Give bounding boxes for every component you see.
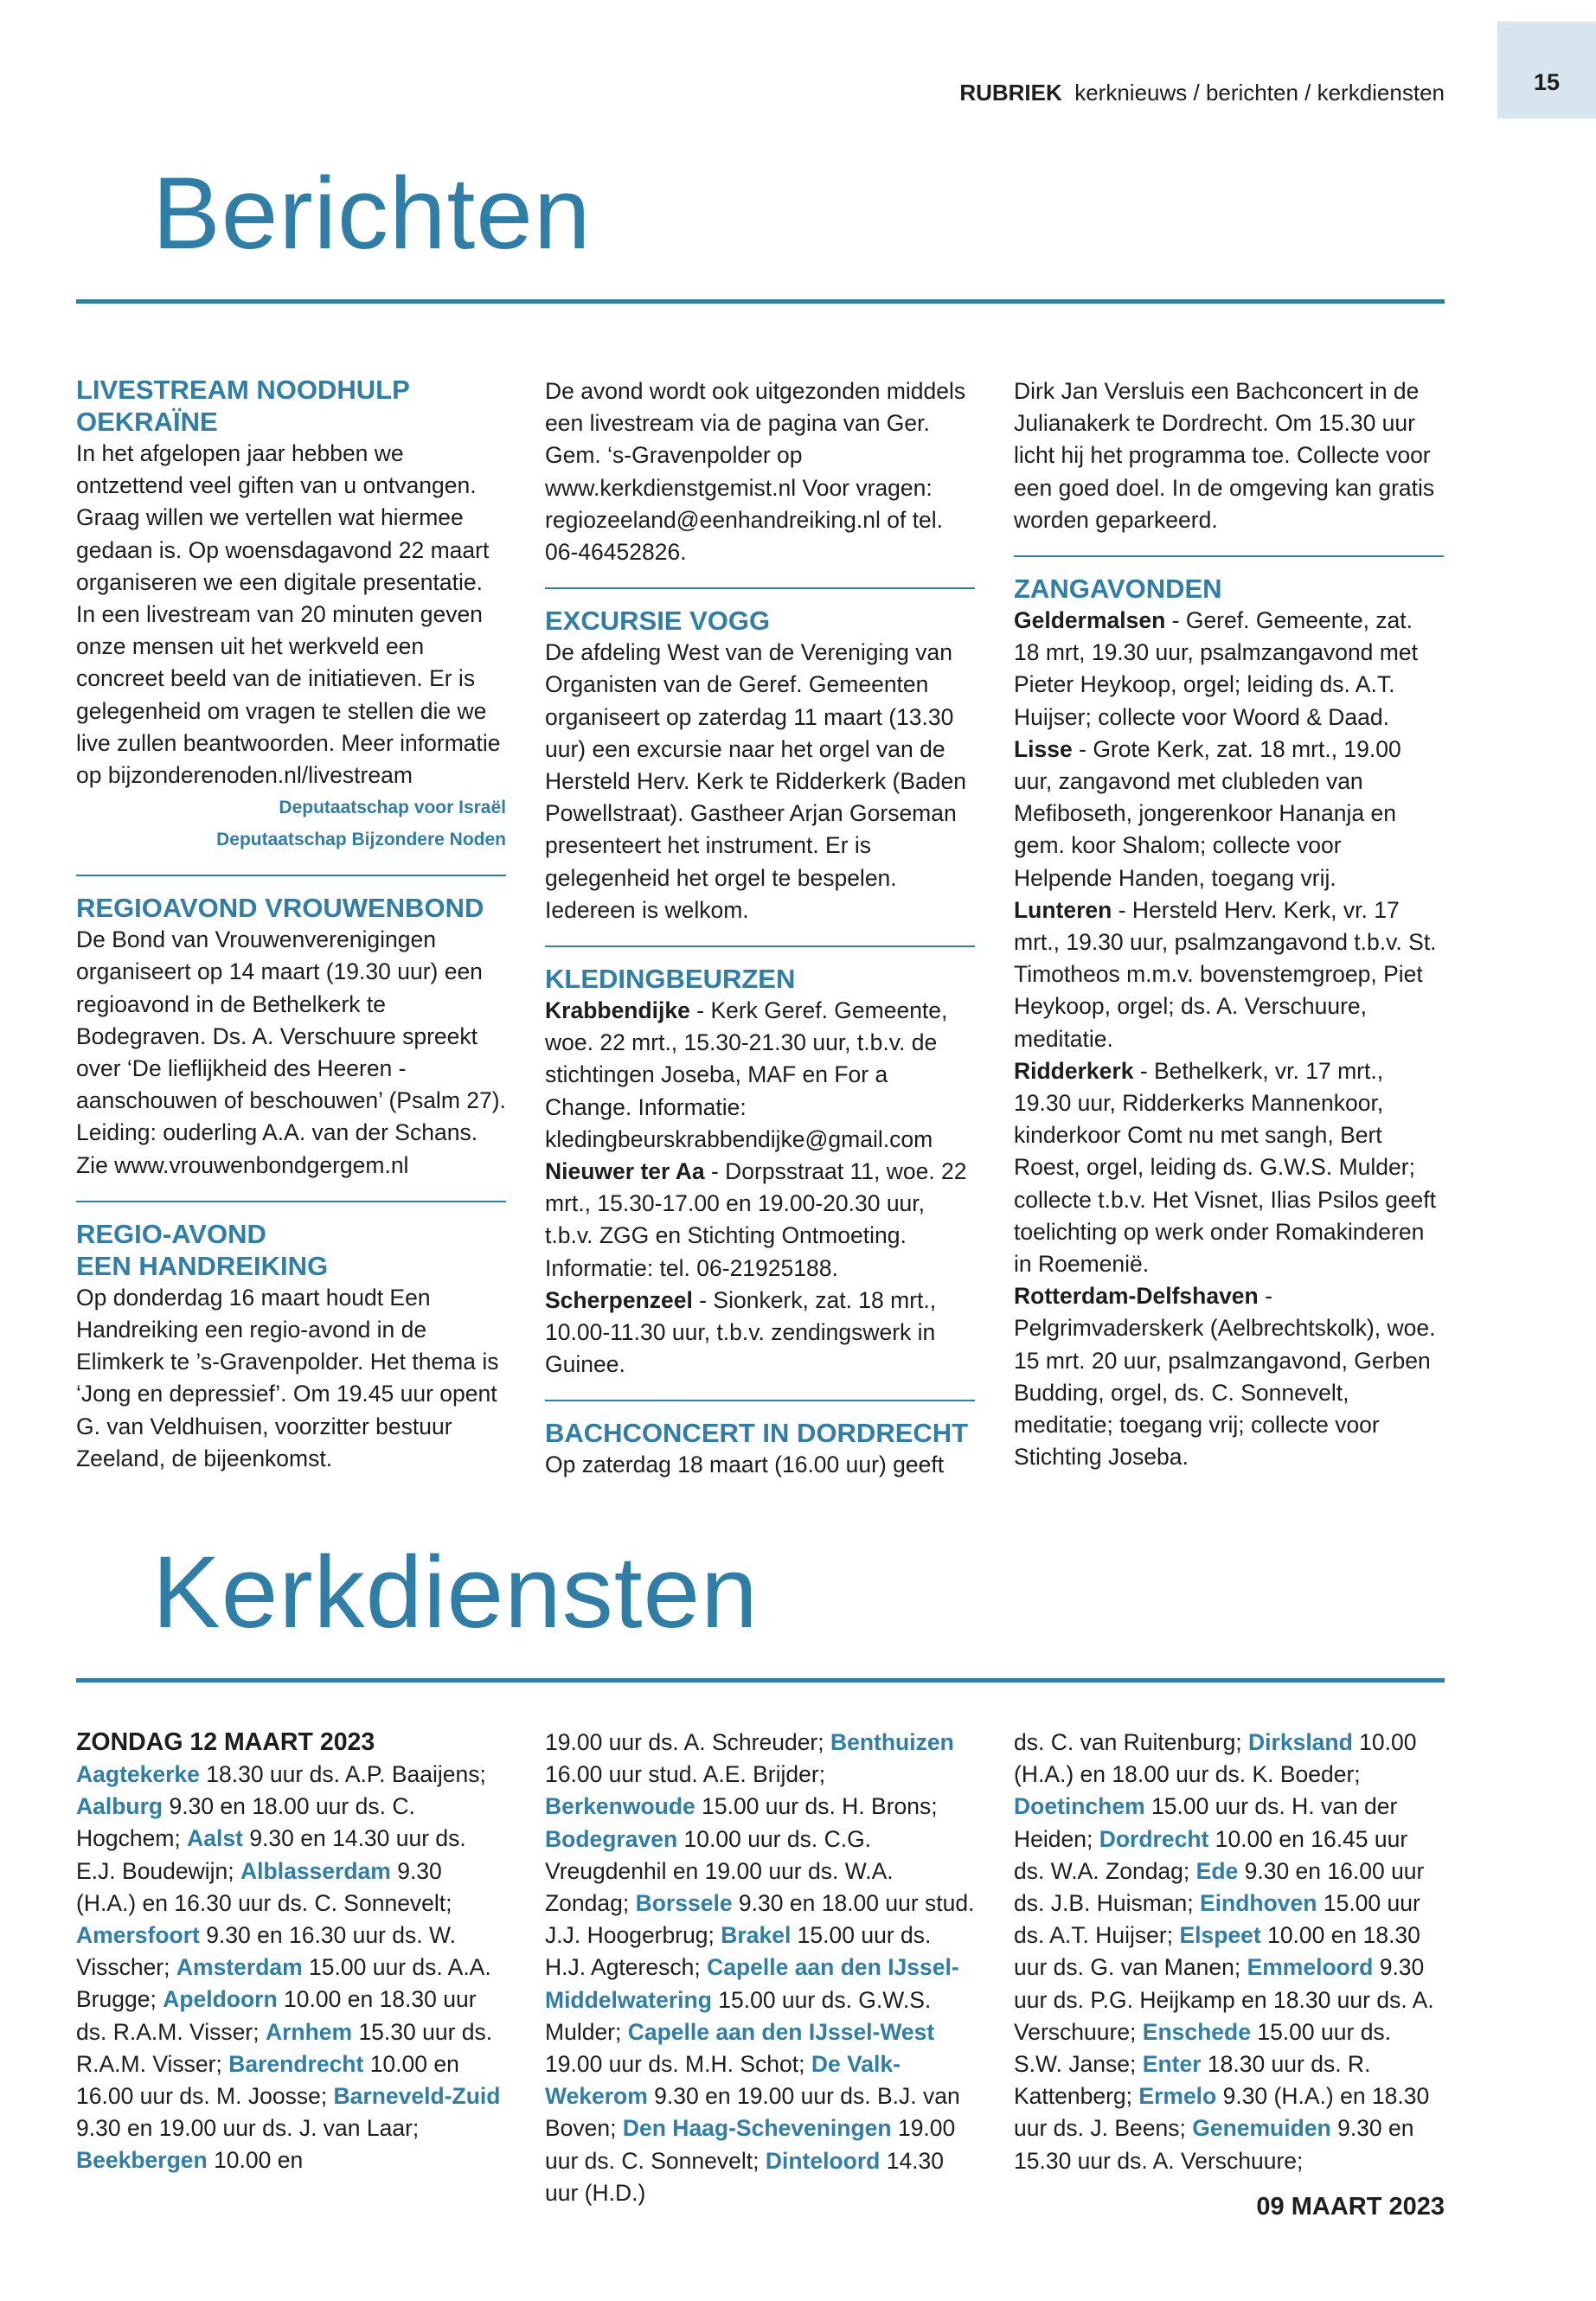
regio-avond-heading: REGIO-AVOND EEN HANDREIKING <box>76 1218 329 1281</box>
kerkdiensten-title: Kerkdiensten <box>152 1535 759 1650</box>
kerkdiensten-list: 19.00 uur ds. A. Schreuder; Benthuizen 16.00 uur stud. A.E. Brijder; Berkenwoude 15.00 uur ds. H. Brons; Bodegraven 10.00 uur ds. C.G. Vreugdenhil en 19.00 uur ds. W.A. Zondag; Borssele 9.30 en 18.00 uur stud. J.J. Hoogerbrug; Brakel 15.00 uur ds. H.J. Agteresch; Capelle aan den IJssel-Middelwatering 15.00 uur ds. G.W.S. Mulder; Capelle aan den IJssel-West 19.00 uur ds. M.H. Schot; De Valk-Wekerom 9.30 en 19.00 uur ds. B.J. van Boven; Den Haag-Scheveningen 19.00 uur ds. C. Sonnevelt; Dinteloord 14.30 uur (H.D.) <box>545 1729 975 2206</box>
livestream-heading: LIVESTREAM NOODHULP OEKRAÏNE <box>76 375 410 437</box>
kledingbeurzen-entry: Nieuwer ter Aa - Dorpsstraat 11, woe. 22 mrt., 15.30-17.00 en 19.00-20.30 uur, t.b.v. ZGG en Stichting Ontmoeting. Informatie: tel. 06-21925188. <box>545 1158 967 1281</box>
page-number: 15 <box>1533 69 1561 95</box>
handreiking-continued: De avond wordt ook uitgezonden middels een livestream via de pagina van Ger. Gem. ‘s-Gravenpolder op www.kerkdienstgemist.nl Voor vragen: regiozeeland@eenhandreiking.nl of tel. 06-46452826. <box>545 378 966 566</box>
kerkdiensten-list: ds. C. van Ruitenburg; Dirksland 10.00 (H.A.) en 18.00 uur ds. K. Boeder; Doetinchem 15.00 uur ds. H. van der Heiden; Dordrecht 10.00 en 16.45 uur ds. W.A. Zondag; Ede 9.30 en 16.00 uur ds. J.B. Huisman; Eindhoven 15.00 uur ds. A.T. Huijser; Elspeet 10.00 en 18.30 uur ds. G. van Manen; Emmeloord 9.30 uur ds. P.G. Heijkamp en 18.30 uur ds. A. Verschuure; Enschede 15.00 uur ds. S.W. Janse; Enter 18.30 uur ds. R. Kattenberg; Ermelo 9.30 (H.A.) en 18.30 uur ds. J. Beens; Genemuiden 9.30 en 15.30 uur ds. A. Verschuure; <box>1014 1729 1434 2174</box>
kerkdiensten-column-1 <box>76 1726 506 2177</box>
bachconcert-continued: Dirk Jan Versluis een Bachconcert in de Julianakerk te Dordrecht. Om 15.30 uur licht hij het programma toe. Collecte voor een goed doel. In de omgeving kan gratis worden geparkeerd. <box>1014 378 1435 533</box>
kerkdiensten-column-2 <box>545 1727 975 2209</box>
divider <box>545 1400 975 1401</box>
zangavond-entry: Rotterdam-Delfshaven - Pelgrimvaderskerk (Aelbrechtskolk), woe. 15 mrt. 20 uur, psalmzangavond, Gerben Budding, orgel, ds. C. Sonnevelt, meditatie; toegang vrij; collecte voor Stichting Joseba. <box>1014 1283 1436 1471</box>
zangavond-entry: Lunteren - Hersteld Herv. Kerk, vr. 17 mrt., 19.30 uur, psalmzangavond t.b.v. St. Timotheos m.m.v. bovenstemgroep, Piet Heykoop, orgel; ds. A. Verschuure, meditatie. <box>1014 896 1437 1052</box>
footer-date: 09 MAART 2023 <box>1256 2193 1445 2221</box>
rubriek-text: kerknieuws / berichten / kerkdiensten <box>1074 80 1445 106</box>
divider <box>545 945 975 947</box>
divider <box>76 875 506 876</box>
berichten-column-3 <box>1014 375 1444 1474</box>
rubriek-label: RUBRIEK <box>959 80 1062 106</box>
zangavond-entry: Ridderkerk - Bethelkerk, vr. 17 mrt., 19.30 uur, Ridderkerks Mannenkoor, kinderkoor Comt nu met sangh, Bert Roest, orgel, leiding ds. G.W.S. Mulder; collecte t.b.v. Het Visnet, Ilias Psilos geeft toelichting op werk onder Romakinderen in Roemenië. <box>1014 1057 1437 1278</box>
kerkdiensten-column-3 <box>1014 1727 1444 2177</box>
bachconcert-body: Op zaterdag 18 maart (16.00 uur) geeft <box>545 1452 945 1478</box>
regioavond-vrouwenbond-heading: REGIOAVOND VROUWENBOND <box>76 893 484 924</box>
excursie-heading: EXCURSIE VOGG <box>545 606 771 637</box>
livestream-body: In het afgelopen jaar hebben we ontzettend veel giften van u ontvangen. Graag willen we vertellen wat hiermee gedaan is. Op woensdagavond 22 maart organiseren we een digitale presentatie. In een livestream van 20 minuten geven onze mensen uit het werkveld een concreet beeld van de initiatieven. Er is gelegenheid om vragen te stellen die we live zullen beantwoorden. Meer informatie op bijzonderenoden.nl/livestream <box>76 440 501 789</box>
zangavonden-heading: ZANGAVONDEN <box>1014 574 1222 605</box>
regio-avond-body: Op donderdag 16 maart houdt Een Handreiking een regio-avond in de Elimkerk te ’s-Gravenpolder. Het thema is ‘Jong en depressief’. Om 19.45 uur opent G. van Veldhuisen, voorzitter bestuur Zeeland, de bijeenkomst. <box>76 1284 499 1471</box>
kerkdiensten-list: Aagtekerke 18.30 uur ds. A.P. Baaijens; Aalburg 9.30 en 18.00 uur ds. C. Hogchem; Aalst 9.30 en 14.30 uur ds. E.J. Boudewijn; Alblasserdam 9.30 (H.A.) en 16.30 uur ds. C. Sonnevelt; Amersfoort 9.30 en 16.30 uur ds. W. Visscher; Amsterdam 15.00 uur ds. A.A. Brugge; Apeldoorn 10.00 en 18.30 uur ds. R.A.M. Visser; Arnhem 15.30 uur ds. R.A.M. Visser; Barendrecht 10.00 en 16.00 uur ds. M. Joosse; Barneveld-Zuid 9.30 en 19.00 uur ds. J. van Laar; Beekbergen 10.00 en <box>76 1761 501 2174</box>
bachconcert-heading: BACHCONCERT IN DORDRECHT <box>545 1418 969 1449</box>
berichten-title: Berichten <box>152 157 592 271</box>
livestream-signature-2: Deputaatschap Bijzondere Noden <box>216 830 506 850</box>
divider <box>545 587 975 589</box>
divider <box>1014 555 1444 557</box>
berichten-column-1 <box>76 374 506 1475</box>
kerkdiensten-date-heading: ZONDAG 12 MAART 2023 <box>76 1728 375 1756</box>
kledingbeurzen-heading: KLEDINGBEURZEN <box>545 964 796 995</box>
kledingbeurzen-entry: Krabbendijke - Kerk Geref. Gemeente, woe. 22 mrt., 15.30-21.30 uur, t.b.v. de stichtingen Joseba, MAF en For a Change. Informatie: kledingbeurskrabbendijke@gmail.com <box>545 997 948 1152</box>
zangavond-entry: Lisse - Grote Kerk, zat. 18 mrt., 19.00 uur, zangavond met clubleden van Mefiboseth, jongerenkoor Hananja en gem. koor Shalom; collecte voor Helpende Handen, toegang vrij. <box>1014 735 1401 891</box>
berichten-rule <box>76 299 1445 304</box>
livestream-signature-1: Deputaatschap voor Israël <box>279 798 506 818</box>
kerkdiensten-rule <box>76 1678 1445 1682</box>
kledingbeurzen-entry: Scherpenzeel - Sionkerk, zat. 18 mrt., 10.00-11.30 uur, t.b.v. zendingswerk in Guinee. <box>545 1286 937 1378</box>
berichten-column-2 <box>545 375 975 1482</box>
zangavond-entry: Geldermalsen - Geref. Gemeente, zat. 18 mrt, 19.30 uur, psalmzangavond met Pieter Heykoop, orgel; leiding ds. A.T. Huijser; collecte voor Woord & Daad. <box>1014 607 1418 730</box>
divider <box>76 1201 506 1202</box>
excursie-body: De afdeling West van de Vereniging van Organisten van de Geref. Gemeenten organiseert op zaterdag 11 maart (13.30 uur) een excursie naar het orgel van de Hersteld Herv. Kerk te Ridderkerk (Baden Powellstraat). Gastheer Arjan Gorseman presenteert het instrument. Er is gelegenheid het orgel te bespelen. Iedereen is welkom. <box>545 639 967 923</box>
regioavond-vrouwenbond-body: De Bond van Vrouwenverenigingen organiseert op 14 maart (19.30 uur) een regioavond in de Bethelkerk te Bodegraven. Ds. A. Verschuure spreekt over ‘De lieflijkheid des Heeren - aanschouwen of beschouwen’ (Psalm 27). Leiding: ouderling A.A. van der Schans. Zie www.vrouwenbondgergem.nl <box>76 926 506 1178</box>
rubriek-header <box>959 80 1445 106</box>
